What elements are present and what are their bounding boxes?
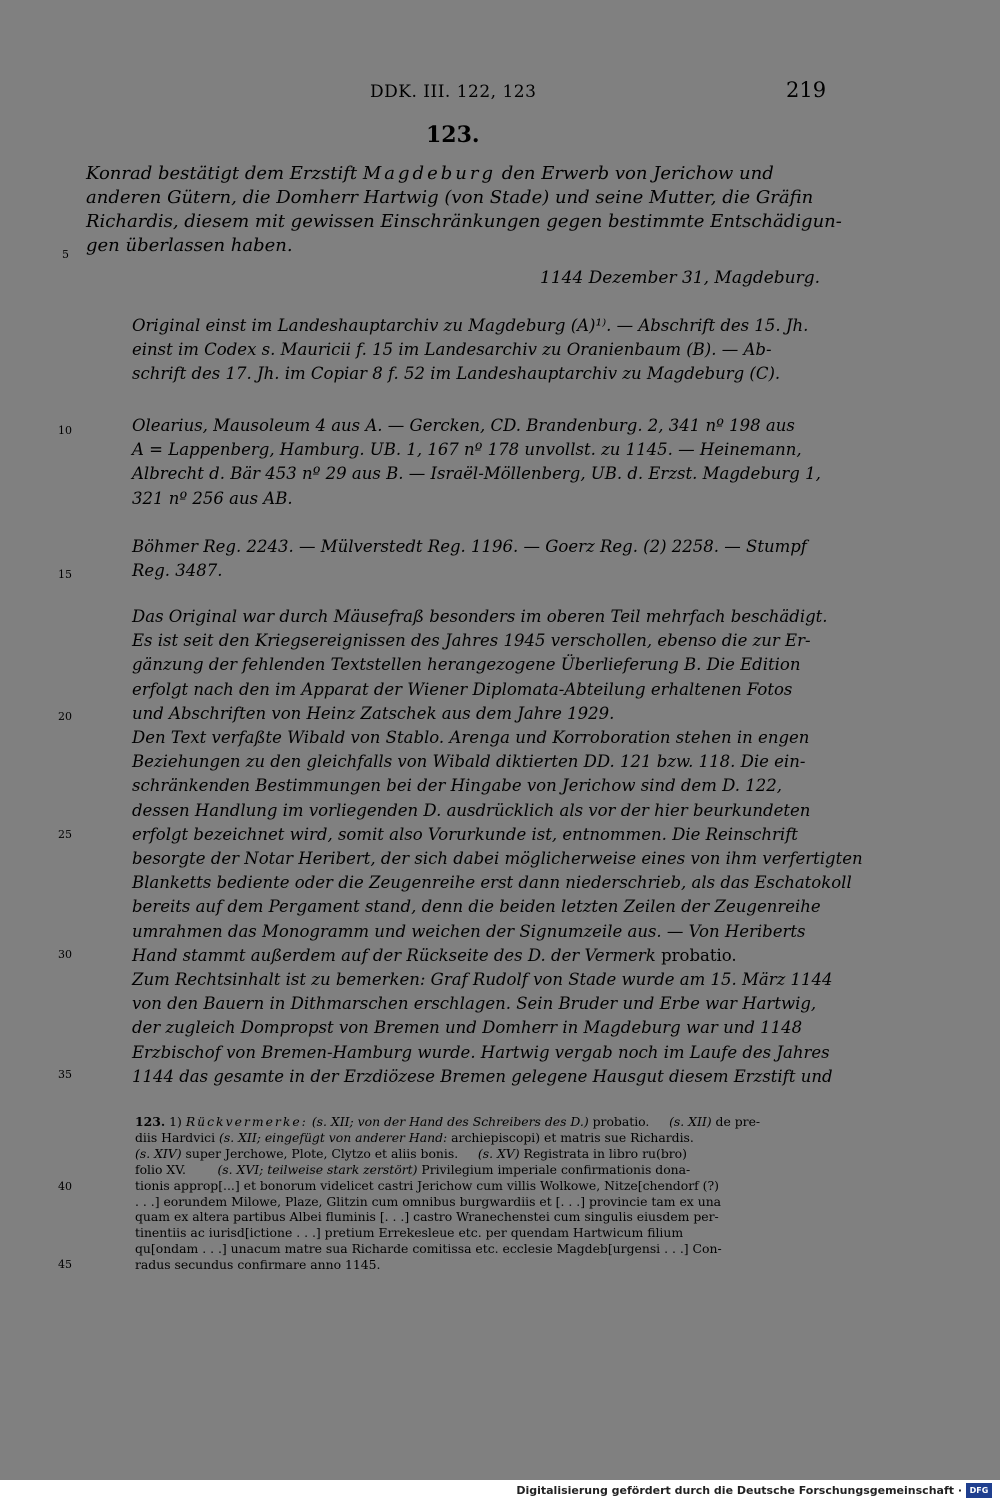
regest-line-2: anderen Gütern, die Domherr Hartwig (von Stade) und seine Mutter, die Gräfin: [86, 187, 814, 208]
spaced-name: Magdeburg: [362, 163, 496, 184]
regesta-paragraph: [132, 535, 826, 583]
editions-paragraph: [132, 414, 826, 511]
line-number: 30: [58, 948, 72, 961]
footnote-line: . . .] eorundem Milowe, Plaze, Glitzin cum omnibus burgwardiis et [. . .] provincie tam ex una: [135, 1193, 722, 1209]
text-line: dessen Handlung im vorliegenden D. ausdrücklich als vor der hier beurkundeten: [132, 800, 811, 820]
regest-line-4: gen überlassen haben.: [86, 235, 293, 256]
document-number: 123.: [426, 122, 480, 148]
text-line: bereits auf dem Pergament stand, denn die beiden letzten Zeilen der Zeugenreihe: [132, 897, 821, 917]
funding-notice: Digitalisierung gefördert durch die Deutsche Forschungsgemeinschaft ·: [516, 1484, 962, 1497]
text-line: Das Original war durch Mäusefraß besonders im oberen Teil mehrfach beschädigt.: [132, 607, 828, 626]
text-line: A = Lappenberg, Hamburg. UB. 1, 167 nº 178 unvollst. zu 1145. — Heinemann,: [132, 440, 802, 460]
commentary-paragraph: [132, 605, 863, 1089]
text-line: Albrecht d. Bär 453 nº 29 aus B. — Israël-Möllenberg, UB. d. Erzst. Magdeburg 1,: [132, 464, 821, 484]
text-line: Reg. 3487.: [132, 561, 223, 581]
footnote-line: (s. XIV) super Jerchowe, Plote, Clytzo et aliis bonis. (s. XV) Registrata in libro ru(bro): [135, 1145, 687, 1161]
running-header: DDK. III. 122, 123: [370, 82, 537, 102]
text-line: Böhmer Reg. 2243. — Mülverstedt Reg. 1196. — Goerz Reg. (2) 2258. — Stumpf: [132, 537, 807, 556]
line-number: 25: [58, 828, 72, 841]
text-line: der zugleich Dompropst von Bremen und Domherr in Magdeburg war und 1148: [132, 1018, 803, 1038]
line-number: 10: [58, 424, 72, 437]
footnote-line: diis Hardvici (s. XII; eingefügt von anderer Hand: archiepiscopi) et matris sue Richardis.: [135, 1129, 694, 1145]
text-line: schrift des 17. Jh. im Copiar 8 f. 52 im Landeshauptarchiv zu Magdeburg (C).: [132, 364, 781, 384]
text-line: 1144 das gesamte in der Erzdiözese Bremen gelegene Hausgut diesem Erzstift und: [132, 1066, 833, 1086]
text-line: und Abschriften von Heinz Zatschek aus dem Jahre 1929.: [132, 703, 615, 723]
footnote-line: qu[ondam . . .] unacum matre sua Richarde comitissa etc. ecclesie Magdeb[urgensi . . .] Con-: [135, 1241, 722, 1257]
text-line: von den Bauern in Dithmarschen erschlagen. Sein Bruder und Erbe war Hartwig,: [132, 994, 817, 1014]
text-line: Blanketts bediente oder die Zeugenreihe erst dann niederschrieb, als das Eschatokoll: [132, 873, 852, 893]
footer-bar: [0, 1480, 1000, 1502]
regest: [86, 162, 842, 258]
line-number: 40: [58, 1180, 72, 1193]
line-number: 35: [58, 1068, 72, 1081]
footnote-line: folio XV. (s. XVI; teilweise stark zerstört) Privilegium imperiale confirmationis dona-: [135, 1161, 691, 1177]
footnote-line: quam ex altera partibus Albei fluminis [. . .] castro Wranechenstei cum singulis eiusdem per-: [135, 1209, 719, 1225]
line-number: 45: [58, 1258, 72, 1271]
line-number: 20: [58, 710, 72, 723]
text-line: Den Text verfaßte Wibald von Stablo. Arenga und Korroboration stehen in engen: [132, 728, 810, 748]
upright-word: probatio.: [661, 945, 737, 965]
regest-line-1: Konrad bestätigt dem Erzstift Magdeburg den Erwerb von Jerichow und: [86, 163, 774, 184]
text-line: schränkenden Bestimmungen bei der Hingabe von Jerichow sind dem D. 122,: [132, 776, 782, 796]
text-line: erfolgt bezeichnet wird, somit also Vorurkunde ist, entnommen. Die Reinschrift: [132, 824, 798, 844]
dfg-logo-icon: DFG: [966, 1483, 992, 1498]
text-line: besorgte der Notar Heribert, der sich dabei möglicherweise eines von ihm verfertigten: [132, 849, 863, 869]
text-line: Hand stammt außerdem auf der Rückseite des D. der Vermerk probatio.: [132, 945, 737, 965]
text-line: erfolgt nach den im Apparat der Wiener Diplomata-Abteilung erhaltenen Fotos: [132, 679, 793, 699]
footnote-line: 123. 1) Rückvermerke: (s. XII; von der Hand des Schreibers des D.) probatio. (s. XII) de pre-: [135, 1114, 761, 1129]
regest-line-3: Richardis, diesem mit gewissen Einschränkungen gegen bestimmte Entschädigun-: [86, 211, 842, 232]
page-number: 219: [786, 78, 827, 102]
text-line: Erzbischof von Bremen-Hamburg wurde. Hartwig vergab noch im Laufe des Jahres: [132, 1042, 830, 1062]
footnote-apparatus: [135, 1114, 830, 1273]
text-line: Original einst im Landeshauptarchiv zu Magdeburg (A)¹⁾. — Abschrift des 15. Jh.: [132, 316, 809, 335]
text-line: einst im Codex s. Mauricii f. 15 im Landesarchiv zu Oranienbaum (B). — Ab-: [132, 340, 772, 360]
line-number: 5: [62, 248, 69, 261]
text-line: Beziehungen zu den gleichfalls von Wibald diktierten DD. 121 bzw. 118. Die ein-: [132, 752, 806, 772]
text-line: Olearius, Mausoleum 4 aus A. — Gercken, CD. Brandenburg. 2, 341 nº 198 aus: [132, 416, 795, 435]
text-line: Zum Rechtsinhalt ist zu bemerken: Graf Rudolf von Stade wurde am 15. März 1144: [132, 970, 833, 990]
footnote-line: tinentiis ac iurisd[ictione . . .] pretium Errekesleue etc. per quendam Hartwicum filium: [135, 1225, 684, 1241]
footnote-line: tionis approp[...] et bonorum videlicet castri Jerichow cum villis Wolkowe, Nitze[chendorf (?): [135, 1177, 719, 1193]
text-line: umrahmen das Monogramm und weichen der Signumzeile aus. — Von Heriberts: [132, 921, 806, 941]
text-line: 321 nº 256 aus AB.: [132, 488, 293, 508]
text-line: gänzung der fehlenden Textstellen herangezogene Überlieferung B. Die Edition: [132, 655, 801, 675]
footnote-line: radus secundus confirmare anno 1145.: [135, 1257, 381, 1273]
dating-line: 1144 Dezember 31, Magdeburg.: [540, 268, 821, 288]
line-number: 15: [58, 568, 72, 581]
tradition-paragraph: [132, 314, 826, 387]
text-line: Es ist seit den Kriegsereignissen des Jahres 1945 verschollen, ebenso die zur Er-: [132, 631, 811, 651]
